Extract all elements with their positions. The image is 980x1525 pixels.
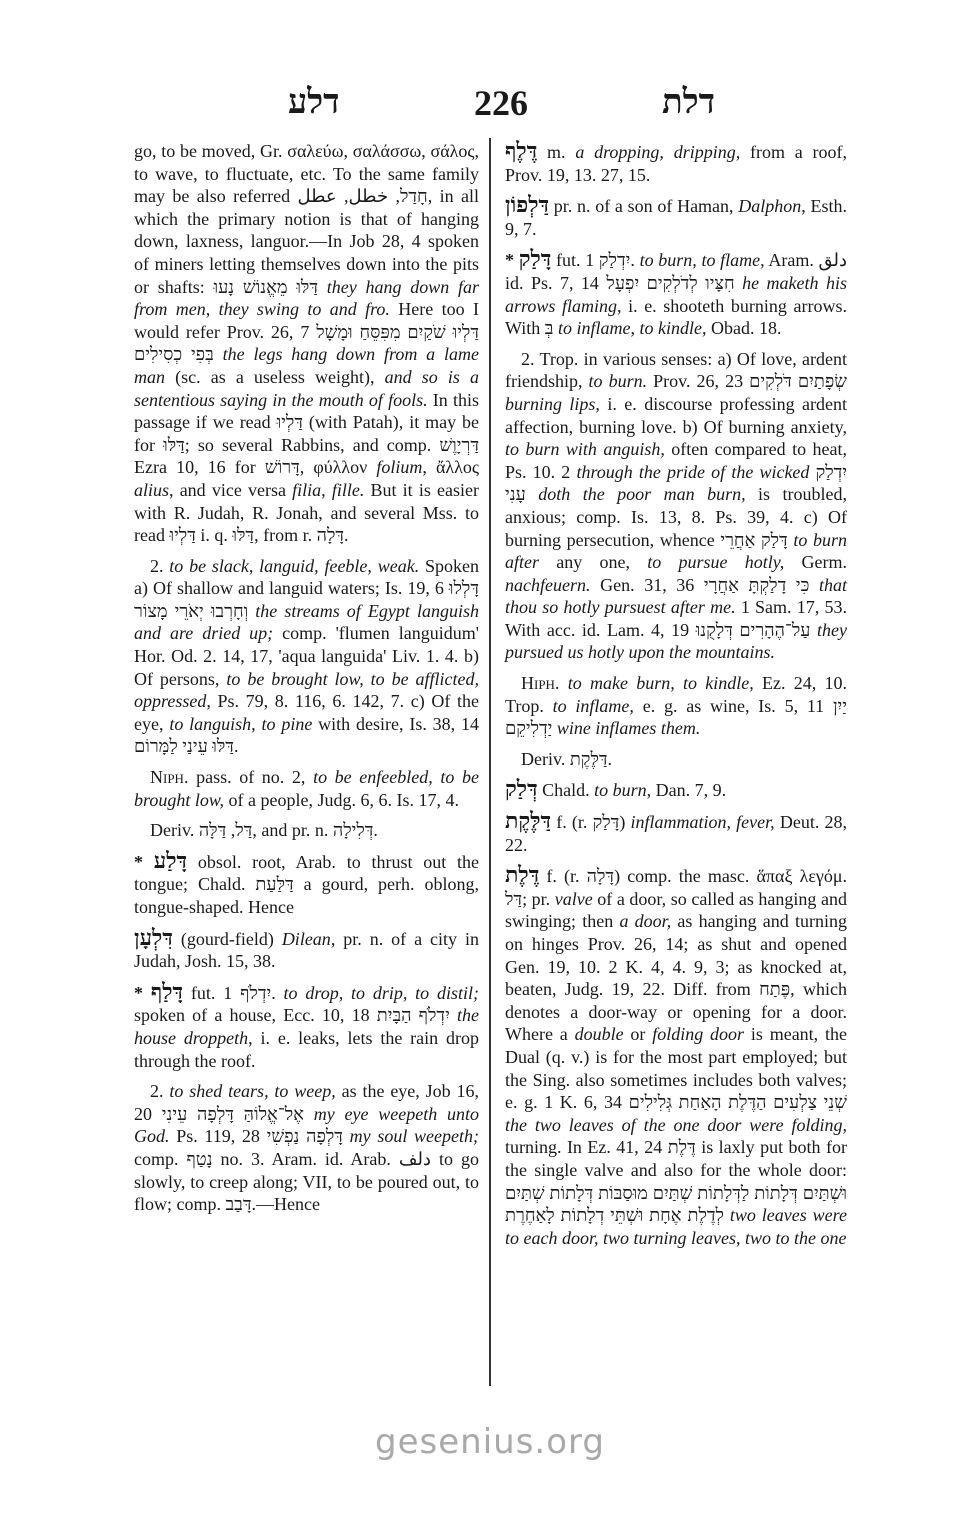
entry-text: obsol. root, Arab. to thrust out the tongue; Chald. דַּלַּעַת a gourd, perh. oblong, tongue-shaped. Hence [134,851,480,917]
root-marker: * [505,250,519,271]
gloss-italic: my eye weepeth unto God. [134,1103,480,1147]
headword: דָּלַע [153,847,188,873]
stem-label: Niph. [150,767,189,788]
gloss-italic: to shed tears, to weep, [169,1081,336,1102]
gloss-italic: doth the poor man burn, [538,484,746,505]
gloss-italic: that thou so hotly pursuest after me. [505,574,847,618]
headword: דְּלַק [505,776,538,802]
gloss-italic: to drop, to drip, to distil; [283,982,480,1003]
dictionary-entry-paragraph [505,672,847,740]
entry-text: comp. נָטַף no. 3. Aram. id. Arab. دلف to go slowly, to creep along; VII, to be poured out, to flow; comp. דָּבַב.—Hence [134,1148,479,1215]
dictionary-entry-paragraph [505,864,847,1249]
entry-text: from a roof, Prov. 19, 13. 27, 15. [505,142,847,185]
root-marker: * [134,982,151,1003]
headword: דֶּלֶף [505,138,538,163]
dictionary-entry-paragraph [134,847,480,919]
entry-text: of a people, Judg. 6, 6. Is. 17, 4. [224,789,459,810]
entry-text: Ps. 79, 8. 116, 6. 142, 7. c) Of the eye, [134,691,479,734]
right-column [505,140,847,1257]
entry-text: Chald. [537,780,595,801]
gloss-italic: and so is a sententious saying in the mouth of fools. [134,366,479,410]
entry-text: or [623,1024,653,1045]
entry-text: is meant, the Dual (q. v.) is for the most part employed; but the Sing. also sometimes includes both valves; e. g. 1 K. 6, 34 שְׁנֵי צַלְעִים הַדֶּלֶת הָאַחַת גְּלִילִים [505,1024,847,1113]
entry-text: Dan. 7, 9. [651,780,727,801]
gloss-italic: to make burn, to kindle, [567,673,754,694]
dictionary-entry-paragraph [505,348,847,664]
entry-text: f. (r. דָּלַק) [551,812,631,833]
entry-text: e. g. as wine, Is. 5, 11 יַיִן יַדְלִיקֵם [505,695,847,739]
dictionary-entry-paragraph [505,778,847,802]
entry-text: of a door, so called as hanging and swinging; then [505,888,847,932]
dictionary-entry-paragraph [134,819,479,842]
dictionary-entry-paragraph [505,810,847,856]
entry-text: Ps. 119, 28 דָּלְפָה נַפְשִׁי [169,1126,350,1147]
headword: דַּלֶּקֶת [505,808,552,834]
headword: דַּלְפוֹן [505,192,550,218]
gloss-italic: to inflame, [552,695,634,716]
entry-text: , i. e. leaks, lets the rain drop through the roof. [134,1027,479,1071]
header-left-keyword: דלע [288,84,340,121]
entry-text: pass. of no. 2, [188,767,314,788]
gloss-italic: folding door [652,1024,745,1045]
gloss-italic: Dilean [281,928,331,949]
gloss-italic: he maketh his arrows flaming, [505,272,848,316]
dictionary-entry-paragraph [134,924,479,973]
column-divider [489,138,491,1386]
entry-text: Aram. دلق id. Ps. 7, 14 חִצָּיו לְדֹלְקִים יִפְעָל [505,250,848,293]
entry-text: often compared to heat, Ps. 10. 2 [505,439,847,482]
gloss-italic: the streams of Egypt languish and are dried up; [134,600,479,644]
entry-text: comp. 'flumen languidum' Hor. Od. 2. 14, 17, 'aqua languida' Liv. 1. 4. b) Of persons, [134,623,479,689]
entry-text: Obad. 18. [706,318,782,339]
entry-text: יִדְלַק עָנִי [505,461,847,505]
entry-text: Ez. 24, 10. Trop. [505,673,848,716]
dictionary-entry-paragraph [505,248,847,339]
gloss-italic: through the pride of the wicked [576,461,810,482]
dictionary-entry-paragraph [134,555,479,758]
entry-text: Deriv. דַּלֶּקֶת. [521,748,613,769]
entry-text: f. (r. דָּלָה) comp. the masc. ἅπαξ λεγόμ. דַּל; pr. [505,866,847,909]
gloss-italic: the house droppeth [134,1005,479,1048]
entry-text: spoken of a house, Ecc. 10, 18 יִדְלֹף הַבָּיִת [134,1005,457,1026]
gloss-italic: Dalphon [738,196,802,217]
entry-text: Gen. 31, 36 כִּי דָלַקְתָּ אַחֲרָי [590,574,819,595]
entry-text: In this passage if we read דַּלְיוּ (with Patah), it may be for דַּלּוּ; so several Rabbins, and comp. דַּרְיָוֶשׁ Ezra 10, 16 for דָּרוֹשׁ, φύλλον [134,389,479,478]
gloss-italic: alius [134,479,170,500]
gloss-italic: filia, fille. [292,479,365,500]
entry-text: , ἄλλος [422,457,479,478]
gloss-italic: folium [376,457,423,478]
gloss-italic: wine inflames them. [556,718,701,739]
dictionary-entry-paragraph [505,140,847,186]
gloss-italic: to burn, [594,780,652,801]
entry-text: , Esth. 9, 7. [505,196,847,239]
page-number: 226 [474,83,528,123]
entry-text: Spoken a) Of shallow and languid waters; Is. 19, 6 דָּלְלוּ וְחָרְבוּ יְאֹרֵי מָצוֹר [134,555,479,621]
entry-text: Here too I would refer Prov. 26, 7 דַּלְיוּ שֹׁקַיִם מִפִּסֵּחַ וּמָשָׁל בְּפִי כְסִילִים [134,299,480,365]
entry-text: , and vice versa [169,479,293,500]
gloss-italic: to burn. [588,371,648,392]
entry-text: go, to be moved, Gr. σαλεύω, σαλάσσω, σάλος, to wave, to fluctuate, etc. To the same family may be also referred חָדַל, خطل, عطل, in all which the primary notion is that of hanging down, laxness, languor.—In Job 28, 4 spoken of miners letting themselves down into the pits or shafts: דַּלּוּ מֵאֱנוֹשׁ נָעוּ [134,141,479,297]
entry-text: 1 Sam. 17, 53. With acc. id. Lam. 4, 19 עַל־הֶהָרִים דְּלָקֻנוּ [505,597,847,640]
entry-text: is troubled, anxious; comp. Is. 13, 8. Ps. 39, 4. c) Of burning persecution, whence דָּלַק אַחֲרֵי [505,484,848,550]
entry-text: turning. In Ez. 41, 24 דֶּלֶת is laxly put both for the single valve and also for the whole door: וּשְׁתַּיִם דְּלָתוֹת לַדְּלָתוֹת שְׁתַּיִם מוּסַבּוֹת דְּלָתוֹת שְׁתַּיִם לְדֶלֶת אֶחָת וּשְׁתֵּי דְלָתוֹת לָאַחֶרֶת [505,1137,847,1226]
gloss-italic: to be brought low, to be afflicted, oppressed, [134,668,479,712]
left-column [134,140,479,1224]
entry-text: Deut. 28, 22. [505,812,847,855]
entry-text: But it is easier with R. Judah, R. Jonah, and several Mss. to read דַּלְיוּ i. q. דַּלּוּ, from r. דָּלָה. [134,479,479,546]
entry-text: fut. יִדְלַק 1. [551,250,640,271]
site-watermark: gesenius.org [375,1422,605,1462]
gloss-italic: inflammation, fever, [630,812,775,833]
entry-text: (gourd-field) [172,928,282,949]
dictionary-entry-paragraph [134,1080,479,1216]
dictionary-entry-paragraph [505,748,847,771]
gloss-italic: burning lips, [505,393,600,414]
gloss-italic: double [574,1024,624,1045]
dictionary-entry-paragraph [134,140,479,547]
entry-text: Germ. [784,552,848,573]
running-header [0,82,980,126]
entry-text: as the eye, Job 16, 20 אֶל־אֱלוֹהַּ דָּלְפָה עֵינִי [134,1081,480,1124]
gloss-italic: the legs hang down from a lame man [134,344,479,387]
entry-text: i. e. discourse professing ardent affection, burning love. b) Of burning anxiety, [505,393,847,437]
entry-text: any one, [539,552,648,573]
entry-text: 2. [150,1081,170,1102]
entry-text: 2. [150,555,170,576]
gloss-italic: to inflame, to kindle, [557,318,707,339]
entry-text: with desire, Is. 38, 14 דַּלּוּ עֵינַי לַמָּרוֹם. [134,713,480,757]
gloss-italic: to languish, to pine [169,713,313,734]
gloss-italic: to burn, to flame, [639,250,765,271]
dictionary-entry-paragraph [505,194,847,240]
dictionary-entry-paragraph [134,978,480,1072]
headword: דִּלְעָן [134,924,173,950]
gloss-italic: a dropping, dripping, [575,142,741,162]
headword: דָּלַף [150,978,184,1004]
entry-text: i. e. shooteth burning arrows. With בְּ [505,295,847,339]
root-marker: * [134,851,154,872]
gloss-italic: valve [554,888,593,909]
stem-label: Hiph. [521,673,560,694]
entry-text: 2. Trop. in various senses: a) Of love, ardent friendship, [505,348,847,392]
entry-text: Prov. 26, 23 שְׂפָתַיִם דֹּלְקִים [647,371,847,392]
entry-text: , pr. n. of a city in Judah, Josh. 15, 38. [134,928,479,972]
headword: דֶּלֶת [505,862,540,888]
dictionary-entry-paragraph [134,766,479,811]
entry-text: fut. יִדְלֹף 1. [183,982,284,1003]
entry-text: as hanging and turning on hinges Prov. 26, 14; as shut and opened Gen. 19, 10. 2 K. 4, 4. 9, 3; as knocked at, beaten, Judg. 19, 22. Diff. from פֶּתַח, which denotes a door-way or opening for a door. Where a [505,911,847,1045]
gloss-italic: to burn with anguish, [505,439,665,460]
gloss-italic: to burn after [505,529,848,573]
gloss-italic: to be enfeebled, to be brought low, [134,767,479,810]
entry-text: pr. n. of a son of Haman, [549,196,739,217]
gloss-italic: to pursue hotly, [647,552,785,573]
gloss-italic: the two leaves of the one door were folding, [505,1114,847,1135]
entry-text [559,673,567,693]
gloss-italic: a door, [619,911,672,932]
gloss-italic: my soul weepeth; [349,1126,480,1147]
entry-text: (sc. as a useless weight), [165,366,385,387]
headword: דָּלַק [518,246,552,272]
header-right-keyword: דלת [662,84,715,121]
gloss-italic: to be slack, languid, feeble, weak. [169,555,420,576]
gloss-italic: they pursued us hotly upon the mountains. [505,619,847,663]
gloss-italic: they hang down far from men, they swing to and fro. [134,276,479,320]
gloss-italic: two leaves were to each door, two turning leaves, two to the one [505,1205,847,1248]
entry-text: Deriv. דַּל, דַּלָּה, and pr. n. דְּלִילָה. [150,820,378,841]
gloss-italic: nachfeuern. [505,574,591,595]
entry-text: m. [537,142,576,162]
